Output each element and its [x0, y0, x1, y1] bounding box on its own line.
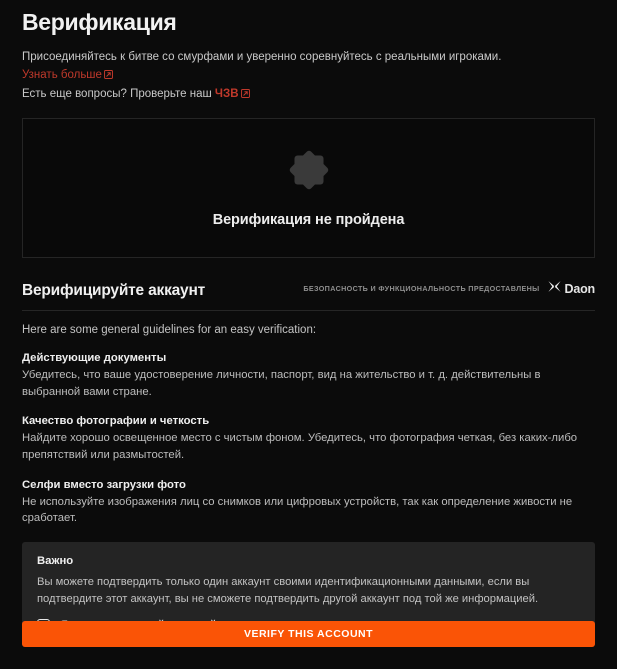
faq-link[interactable] [215, 88, 250, 100]
guideline-item [22, 415, 595, 463]
faq-label: ЧЗВ [214, 88, 239, 101]
external-link-icon [104, 68, 113, 86]
guideline-item [22, 352, 595, 400]
external-link-icon [241, 87, 250, 105]
verify-button-label: VERIFY THIS ACCOUNT [243, 628, 374, 640]
guideline-body: Не используйте изображения лиц со снимков или цифровых устройств, так как определение живости не сработает. [22, 495, 573, 525]
verification-status-text: Верификация не пройдена [212, 212, 405, 229]
intro-line-2: Есть еще вопросы? Проверьте наш [22, 88, 212, 101]
guidelines-lead: Here are some general guidelines for an easy verification: [22, 323, 317, 336]
guideline-body: Убедитесь, что ваше удостоверение личности, паспорт, вид на жительство и т. д. действительны в выбранной вами стране. [22, 368, 541, 398]
provider-attribution [303, 280, 595, 300]
verify-this-account-button[interactable] [22, 621, 595, 647]
intro-line-1: Присоединяйтесь к битве со смурфами и уверенно соревнуйтесь с реальными игроками. [22, 51, 502, 64]
verification-status-card [22, 118, 595, 258]
provider-name: Daon [564, 281, 595, 296]
guideline-title: Селфи вместо загрузки фото [22, 478, 186, 491]
provider-label: БЕЗОПАСНОСТЬ И ФУНКЦИОНАЛЬНОСТЬ ПРЕДОСТАВЛЕНЫ [303, 284, 540, 294]
important-body: Вы можете подтвердить только один аккаунт своими идентификационными данными, если вы подтвердите этот аккаунт, вы не сможете подтвердить другой аккаунт под той же информацией. [37, 576, 539, 605]
daon-x-logo-icon [547, 280, 562, 298]
guideline-body: Найдите хорошо освещенное место с чистым фоном. Убедитесь, что фотография четкая, без каких-либо препятствий или размытостей. [22, 432, 578, 462]
guideline-title: Действующие документы [22, 351, 167, 364]
guideline-title: Качество фотографии и четкость [22, 415, 210, 428]
page-title: Верификация [22, 9, 177, 35]
learn-more-label: Узнать больше [22, 69, 102, 82]
intro-text [22, 49, 595, 104]
guideline-item [22, 479, 595, 527]
important-title: Важно [37, 555, 74, 568]
verify-account-header [22, 280, 595, 310]
section-title: Верифицируйте аккаунт [22, 281, 206, 299]
verification-badge-icon [286, 147, 332, 198]
section-divider [22, 310, 595, 311]
daon-logo [547, 280, 595, 298]
learn-more-link[interactable] [22, 69, 113, 81]
